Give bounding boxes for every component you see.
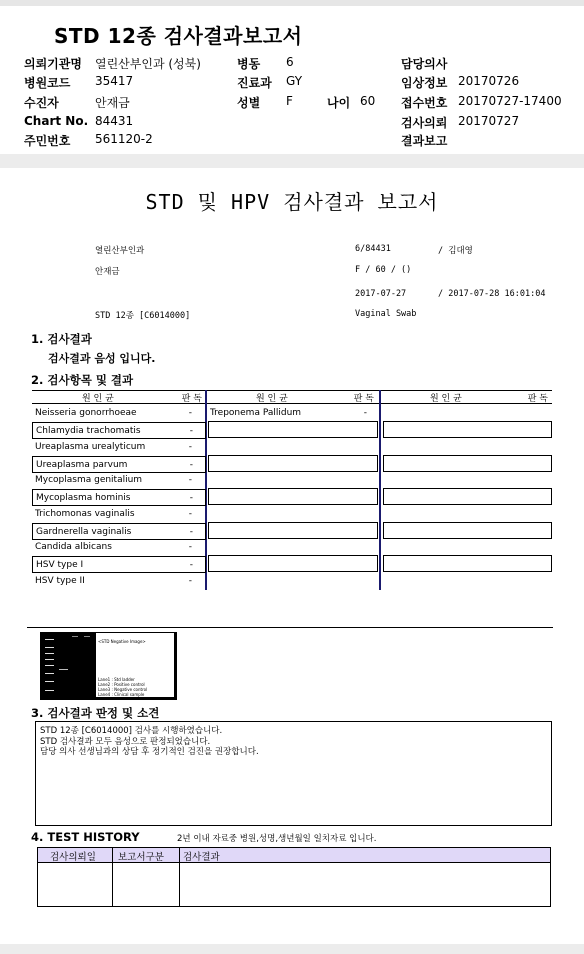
table-divider-2 [379, 390, 381, 590]
doctor-label: 담당의사 [401, 57, 448, 71]
history-col-report-type: 보고서구분 [118, 852, 164, 863]
table-row: Ureaplasma parvum - [32, 456, 206, 473]
empty-cell [383, 522, 552, 539]
table-header-left [32, 390, 206, 404]
ward-label: 병동 [237, 57, 261, 71]
report-hospital: 열린산부인과 [95, 246, 145, 256]
empty-cell [383, 455, 552, 472]
gel-legend-3: Lane3 : Negative control [98, 687, 148, 692]
report-title: STD 및 HPV 검사결과 보고서 [145, 190, 439, 214]
empty-cell [383, 488, 552, 505]
clinical-info-value: 20170726 [458, 74, 520, 88]
table-row: Treponema Pallidum - [210, 407, 367, 418]
table-row: Chlamydia trachomatis - [32, 422, 206, 439]
col-result-label: 판 독 [181, 393, 202, 404]
gel-legend-4: Lane4 : Clinical sample [98, 692, 145, 697]
col-pathogen-label: 원 인 균 [256, 393, 288, 404]
hospital-name-row: 의뢰기관명 [24, 57, 82, 71]
history-col-request-date: 검사의뢰일 [50, 852, 96, 863]
table-row: Trichomonas vaginalis - [35, 508, 192, 519]
history-table [37, 847, 551, 907]
request-date-value: 20170727 [458, 114, 520, 128]
section-divider [0, 154, 584, 168]
empty-cell [383, 421, 552, 438]
table-header-right [380, 390, 552, 404]
department-value: GY [286, 74, 303, 88]
col-pathogen-label: 원 인 균 [430, 393, 462, 404]
ward-value: 6 [286, 55, 294, 69]
table-row: Neisseria gonorrhoeae - [35, 407, 192, 418]
empty-cell [208, 455, 378, 472]
report-patient: 안재금 [95, 267, 120, 277]
col-result-label: 판 독 [353, 393, 374, 404]
comment-line-3: 담당 의사 선생님과의 상담 후 정기적인 검진을 권장합니다. [40, 747, 259, 757]
hospital-code-value: 35417 [95, 74, 134, 88]
sex-value: F [286, 94, 293, 108]
department-label: 진료과 [237, 76, 272, 90]
section1-result-text: 검사결과 음성 입니다. [48, 352, 156, 365]
receipt-no-value: 20170727-17400 [458, 94, 562, 108]
empty-cell [208, 421, 378, 438]
top-bar [0, 0, 584, 6]
history-note: 2년 이내 자료중 병원,성명,생년월일 일치자료 입니다. [177, 834, 377, 844]
gel-legend-1: Lane1 : Std ladder [98, 677, 135, 682]
resident-no-value: 561120-2 [95, 132, 153, 146]
patient-value: 안재금 [95, 96, 130, 110]
divider-line [27, 627, 553, 628]
gel-legend-panel [96, 633, 174, 697]
hospital-name-value: 열린산부인과 (성북) [95, 57, 201, 71]
table-row: Candida albicans - [35, 541, 192, 552]
col-pathogen-label: 원 인 균 [82, 393, 114, 404]
history-col-result: 검사결과 [183, 852, 220, 863]
table-row: Ureaplasma urealyticum - [35, 441, 192, 452]
age-label: 나이 [327, 96, 351, 110]
report-header-title: STD 12종 검사결과보고서 [54, 24, 303, 48]
request-date-label: 검사의뢰 [401, 116, 448, 130]
section1-title: 1. 검사결과 [31, 332, 92, 346]
comment-line-2: STD 검사결과 모두 음성으로 판정되었습니다. [40, 736, 211, 747]
bottom-bar [0, 944, 584, 954]
history-header [38, 848, 550, 863]
table-header-mid [206, 390, 380, 404]
history-col-divider [112, 848, 113, 906]
chart-no-value: 84431 [95, 114, 134, 128]
section3-title: 3. 검사결과 판정 및 소견 [31, 706, 160, 720]
report-ward-chart: 6/84431 [355, 244, 391, 254]
table-row: Gardnerella vaginalis - [32, 523, 206, 540]
receipt-no-label: 접수번호 [401, 96, 448, 110]
report-test-name: STD 12종 [C6014000] [95, 311, 191, 321]
section4-title: 4. TEST HISTORY [31, 830, 140, 844]
report-specimen: Vaginal Swab [355, 309, 417, 319]
comment-box [35, 721, 552, 826]
age-value: 60 [360, 94, 376, 108]
report-doctor: / 김대영 [438, 246, 473, 256]
report-report-date: / 2017-07-28 16:01:04 [438, 289, 546, 299]
table-row: Mycoplasma hominis - [32, 489, 206, 506]
report-request-date: 2017-07-27 [355, 289, 407, 299]
history-col-divider [179, 848, 180, 906]
chart-no-label: Chart No. [24, 114, 89, 128]
hospital-code-label: 병원코드 [24, 76, 71, 90]
empty-cell [383, 555, 552, 572]
empty-cell [208, 488, 378, 505]
table-row: HSV type II - [35, 575, 192, 586]
gel-bands [41, 633, 97, 699]
table-row: HSV type I - [32, 556, 206, 573]
report-sex-age: F / 60 / () [355, 265, 412, 275]
empty-cell [208, 555, 378, 572]
result-report-label: 결과보고 [401, 134, 448, 148]
sex-label: 성별 [237, 96, 261, 110]
table-row: Mycoplasma genitalium - [35, 474, 192, 485]
col-result-label: 판 독 [527, 393, 548, 404]
empty-cell [208, 522, 378, 539]
resident-no-label: 주민번호 [24, 134, 71, 148]
comment-line-1: STD 12종 [C6014000] 검사를 시행하였습니다. [40, 726, 223, 736]
patient-label: 수진자 [24, 96, 59, 110]
section2-title: 2. 검사항목 및 결과 [31, 373, 134, 387]
gel-caption: <STD Negative Image> [98, 639, 146, 644]
gel-legend-2: Lane2 : Positive control [98, 682, 145, 687]
clinical-info-label: 임상정보 [401, 76, 448, 90]
